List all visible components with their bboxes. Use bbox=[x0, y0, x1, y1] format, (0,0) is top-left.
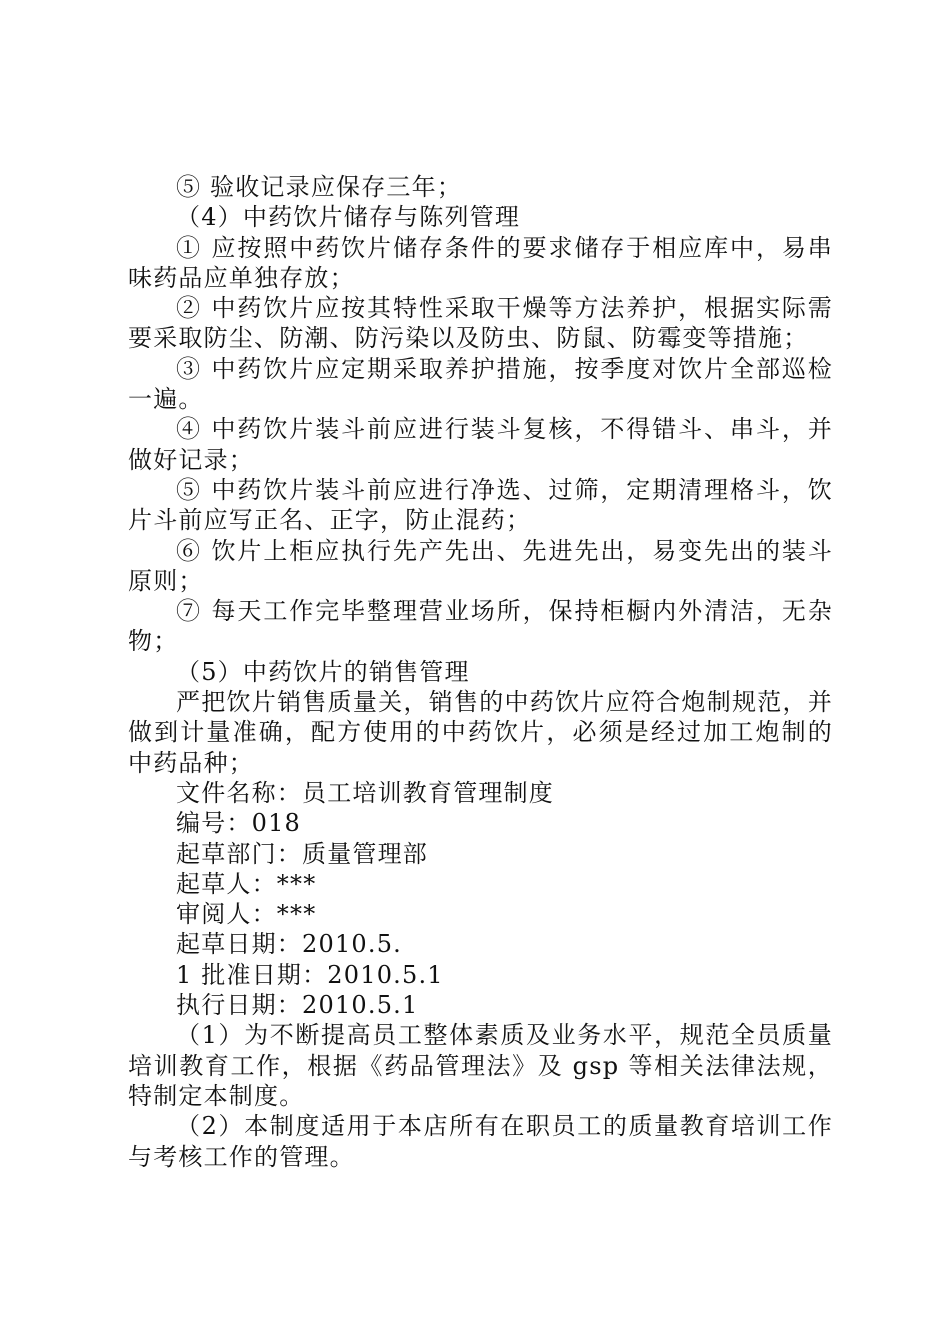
doc-meta-number: 编号：018 bbox=[176, 809, 302, 838]
doc-meta-drafter: 起草人：*** bbox=[176, 869, 317, 898]
paragraph-training-scope: （2）本制度适用于本店所有在职员工的质量教育培训工作与考核工作的管理。 bbox=[128, 1112, 833, 1171]
doc-meta-approval-date: 1 批准日期：2010.5.1 bbox=[176, 960, 444, 989]
heading-storage-display: （4）中药饮片储存与陈列管理 bbox=[176, 203, 521, 232]
doc-meta-draft-date: 起草日期：2010.5. bbox=[176, 930, 403, 959]
doc-meta-department: 起草部门：质量管理部 bbox=[176, 839, 428, 868]
paragraph-storage-4: ④ 中药饮片装斗前应进行装斗复核，不得错斗、串斗，并做好记录； bbox=[128, 415, 833, 474]
paragraph-storage-6: ⑥ 饮片上柜应执行先产先出、先进先出，易变先出的装斗原则； bbox=[128, 536, 833, 595]
paragraph-storage-7: ⑦ 每天工作完毕整理营业场所，保持柜橱内外清洁，无杂物； bbox=[128, 597, 833, 656]
paragraph-storage-5: ⑤ 中药饮片装斗前应进行净选、过筛，定期清理格斗，饮片斗前应写正名、正字，防止混药； bbox=[128, 475, 833, 535]
paragraph-training-purpose: （1）为不断提高员工整体素质及业务水平，规范全员质量培训教育工作，根据《药品管理法》及 gsp 等相关法律法规，特制定本制度。 bbox=[128, 1021, 833, 1110]
heading-sales-management: （5）中药饮片的销售管理 bbox=[176, 657, 470, 686]
doc-meta-effective-date: 执行日期：2010.5.1 bbox=[176, 991, 419, 1020]
doc-meta-reviewer: 审阅人：*** bbox=[176, 900, 317, 929]
paragraph-storage-1: ① 应按照中药饮片储存条件的要求储存于相应库中，易串味药品应单独存放； bbox=[128, 233, 833, 292]
paragraph-sales-quality: 严把饮片销售质量关，销售的中药饮片应符合炮制规范，并做到计量准确，配方使用的中药饮片，必须是经过加工炮制的中药品种； bbox=[128, 688, 833, 777]
paragraph-storage-2: ② 中药饮片应按其特性采取干燥等方法养护，根据实际需要采取防尘、防潮、防污染以及防虫、防鼠、防霉变等措施； bbox=[128, 294, 833, 353]
paragraph-acceptance-record: ⑤ 验收记录应保存三年； bbox=[176, 173, 463, 201]
doc-meta-filename: 文件名称：员工培训教育管理制度 bbox=[176, 778, 554, 807]
document-body bbox=[128, 172, 833, 1172]
paragraph-storage-3: ③ 中药饮片应定期采取养护措施，按季度对饮片全部巡检一遍。 bbox=[128, 354, 833, 414]
